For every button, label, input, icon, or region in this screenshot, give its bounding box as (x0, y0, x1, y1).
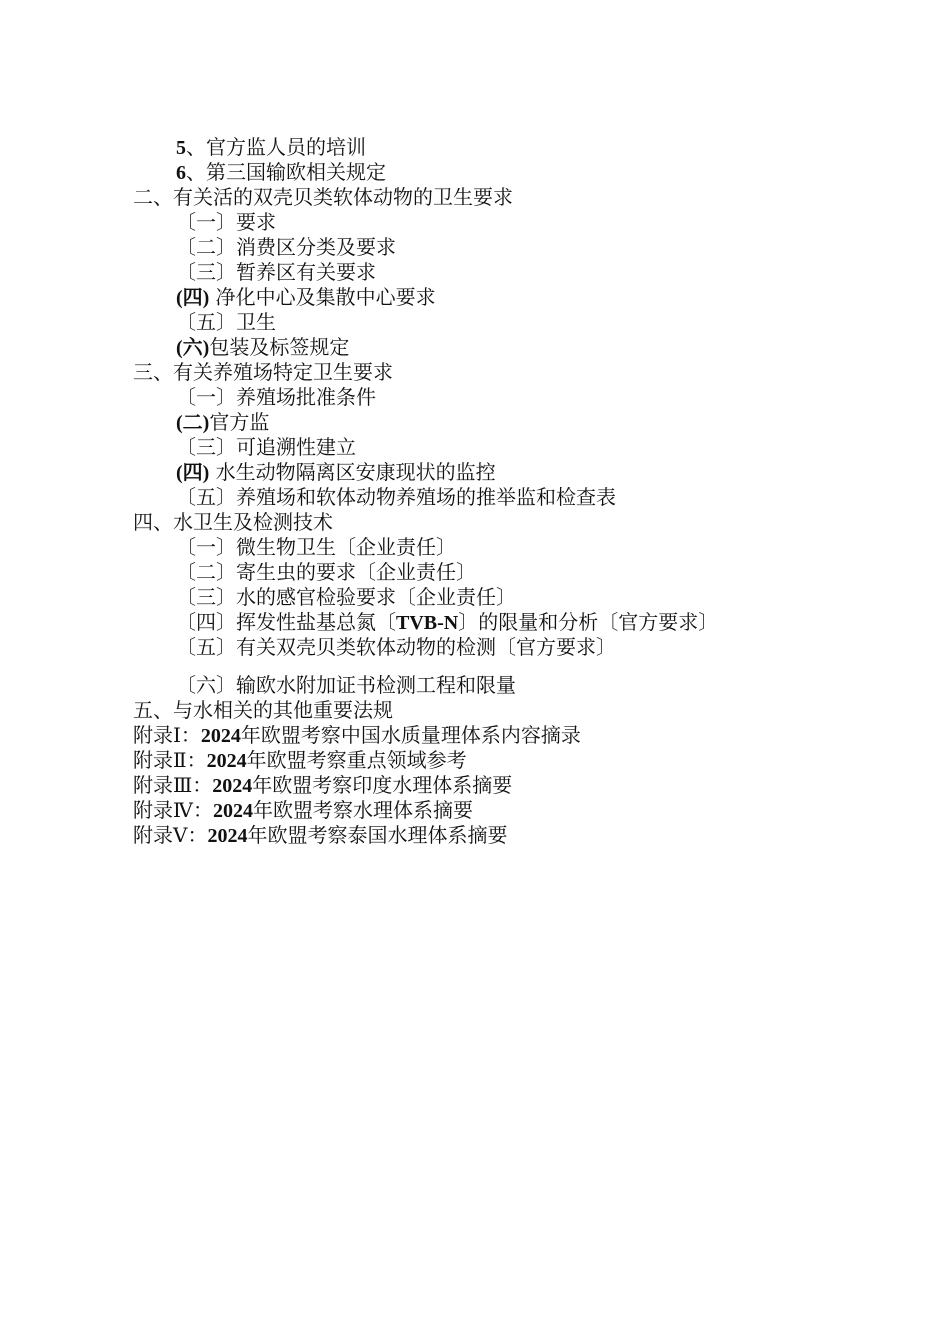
entry-text: 〔五〕有关双壳贝类软体动物的检测〔官方要求〕 (176, 635, 616, 659)
toc-entry (0, 410, 950, 435)
toc-appendix-entry (0, 798, 950, 823)
appendix-title: 年欧盟考察印度水理体系摘要 (252, 773, 513, 797)
toc-entry (0, 135, 950, 160)
toc-section-heading (0, 185, 950, 210)
appendix-title: 年欧盟考察重点领域参考 (246, 748, 467, 772)
entry-text: 水生动物隔离区安康现状的监控 (209, 460, 496, 484)
entry-number: (四) (176, 462, 210, 484)
appendix-year: 2024 (200, 725, 241, 747)
entry-number: 6 (176, 162, 186, 184)
entry-text: 、官方监人员的培训 (186, 135, 366, 159)
appendix-year: 2024 (212, 775, 253, 797)
entry-text: 〔一〕要求 (176, 210, 276, 234)
toc-entry (0, 160, 950, 185)
toc-section-heading (0, 698, 950, 723)
toc-entry (0, 285, 950, 310)
entry-text: 〔一〕养殖场批准条件 (176, 385, 376, 409)
toc-section-heading (0, 360, 950, 385)
entry-text: 五、与水相关的其他重要法规 (133, 698, 393, 722)
entry-text-prefix: 〔四〕挥发性盐基总氮〔 (176, 610, 396, 634)
toc-appendix-entry (0, 723, 950, 748)
entry-code: TVB-N (396, 612, 459, 634)
appendix-title: 年欧盟考察泰国水理体系摘要 (247, 823, 508, 847)
toc-entry (0, 560, 950, 585)
entry-number: (四) (176, 287, 210, 309)
entry-text: 、第三国输欧相关规定 (186, 160, 386, 184)
entry-text: 〔一〕微生物卫生〔企业责任〕 (176, 535, 456, 559)
appendix-title: 年欧盟考察水理体系摘要 (252, 798, 473, 822)
toc-entry (0, 335, 950, 360)
appendix-label: 附录Ⅴ： (133, 823, 208, 847)
appendix-label: 附录Ⅳ： (133, 798, 213, 822)
appendix-year: 2024 (206, 750, 247, 772)
entry-text: 〔二〕消费区分类及要求 (176, 235, 396, 259)
toc-entry (0, 485, 950, 510)
table-of-contents (0, 135, 950, 848)
entry-text: 〔三〕暂养区有关要求 (176, 260, 376, 284)
toc-entry (0, 460, 950, 485)
entry-number: 5 (176, 137, 186, 159)
appendix-title: 年欧盟考察中国水质量理体系内容摘录 (240, 723, 581, 747)
entry-number: (二) (176, 412, 210, 434)
entry-text: 〔六〕输欧水附加证书检测工程和限量 (176, 673, 516, 697)
toc-entry (0, 535, 950, 560)
toc-entry (0, 385, 950, 410)
toc-entry (0, 210, 950, 235)
entry-text: 包装及标签规定 (209, 335, 350, 359)
entry-text: 四、水卫生及检测技术 (133, 510, 333, 534)
appendix-year: 2024 (212, 800, 253, 822)
toc-entry (0, 673, 950, 698)
entry-text: 官方监 (209, 410, 270, 434)
toc-section-heading (0, 510, 950, 535)
entry-text: 〔五〕养殖场和软体动物养殖场的推举监和检查表 (176, 485, 616, 509)
appendix-label: 附录Ⅰ： (133, 723, 201, 747)
toc-entry (0, 435, 950, 460)
toc-entry (0, 585, 950, 610)
entry-text: 三、有关养殖场特定卫生要求 (133, 360, 393, 384)
toc-entry (0, 610, 950, 635)
entry-text: 〔三〕水的感官检验要求〔企业责任〕 (176, 585, 516, 609)
entry-number: (六) (176, 337, 210, 359)
toc-entry (0, 310, 950, 335)
entry-text: 净化中心及集散中心要求 (209, 285, 436, 309)
toc-appendix-entry (0, 823, 950, 848)
toc-appendix-entry (0, 748, 950, 773)
appendix-label: 附录Ⅱ： (133, 748, 207, 772)
appendix-year: 2024 (207, 825, 248, 847)
toc-entry (0, 260, 950, 285)
entry-text: 〔五〕卫生 (176, 310, 276, 334)
appendix-label: 附录Ⅲ： (133, 773, 213, 797)
toc-entry (0, 235, 950, 260)
entry-text: 〔二〕寄生虫的要求〔企业责任〕 (176, 560, 476, 584)
toc-appendix-entry (0, 773, 950, 798)
entry-text: 二、有关活的双壳贝类软体动物的卫生要求 (133, 185, 513, 209)
toc-entry (0, 635, 950, 660)
entry-text: 〔三〕可追溯性建立 (176, 435, 356, 459)
entry-text-suffix: 〕的限量和分析〔官方要求〕 (458, 610, 719, 634)
